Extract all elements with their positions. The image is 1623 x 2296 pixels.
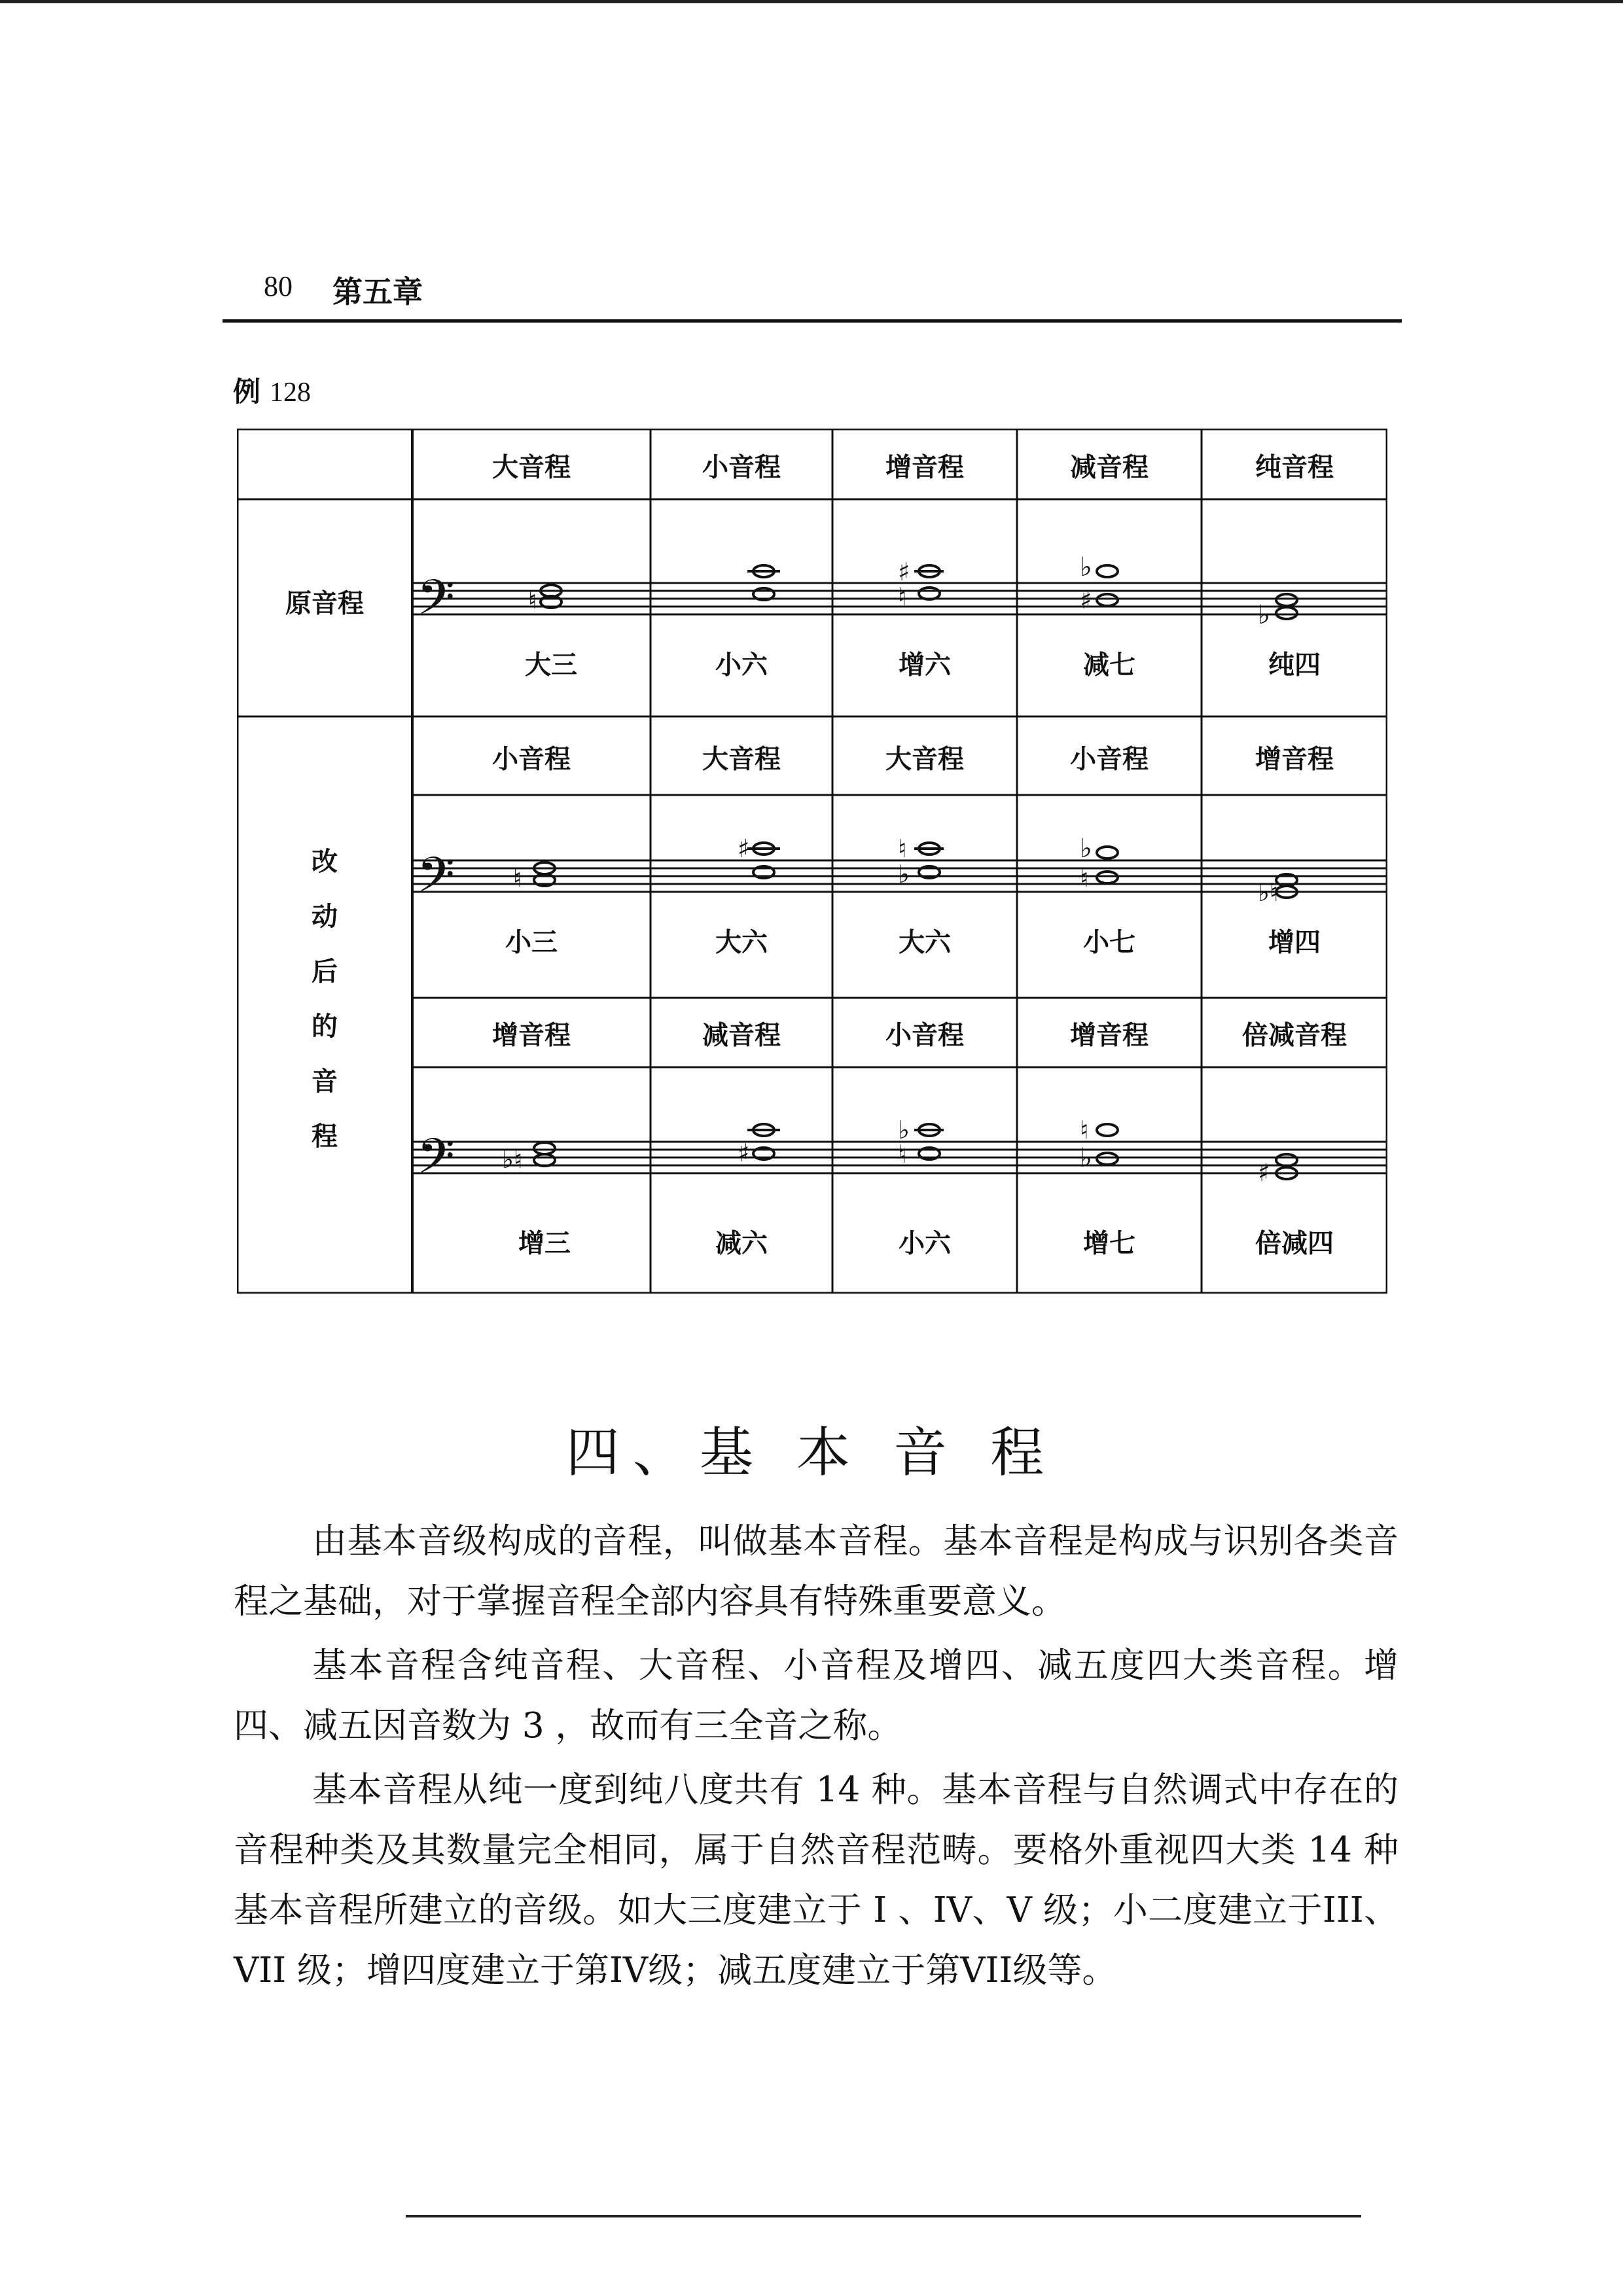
interval-name: 减七 — [1083, 649, 1135, 680]
interval-type: 大音程 — [702, 743, 781, 775]
interval-type: 减音程 — [702, 1019, 781, 1051]
interval-type: 小音程 — [885, 1019, 964, 1051]
interval-type: 小音程 — [492, 743, 571, 775]
interval-name: 大六 — [715, 927, 768, 958]
interval-type: 增音程 — [1070, 1019, 1149, 1051]
row-header-char: 程 — [312, 1121, 338, 1152]
row-header-char: 改 — [312, 846, 338, 877]
interval-type: 大音程 — [885, 743, 964, 775]
svg-text:♮: ♮ — [513, 864, 522, 892]
top-scan-edge — [0, 0, 1623, 3]
page-number: 80 — [264, 270, 293, 302]
header-rule — [223, 319, 1402, 323]
table-grid — [237, 429, 1387, 1294]
interval-name: 小六 — [899, 1227, 951, 1259]
row-header-char: 动 — [312, 901, 338, 932]
row-header-altered — [312, 834, 338, 1164]
svg-text:♮: ♮ — [898, 1140, 907, 1169]
interval-name: 纯四 — [1268, 649, 1321, 680]
interval-name: 小七 — [1083, 927, 1135, 958]
row-header-char: 音 — [312, 1066, 338, 1097]
interval-name: 大三 — [525, 649, 577, 680]
svg-text:♭♮: ♭♮ — [1258, 878, 1279, 907]
svg-text:♮: ♮ — [1080, 864, 1089, 892]
example-number: 128 — [270, 378, 312, 408]
column-header: 小音程 — [702, 451, 781, 483]
svg-text:♯: ♯ — [898, 557, 910, 586]
svg-text:♮: ♮ — [1080, 1116, 1089, 1144]
interval-name: 减六 — [715, 1227, 768, 1259]
interval-name: 增四 — [1268, 927, 1321, 958]
svg-text:♭: ♭ — [1080, 552, 1092, 582]
notes-altered-2 — [502, 1116, 1297, 1187]
row-header-original: 原音程 — [285, 588, 364, 619]
paragraph: 基本音程从纯一度到纯八度共有 14 种。基本音程与自然调式中存在的音程种类及其数量完全相同，属于自然音程范畴。要格外重视四大类 14 种基本音程所建立的音级。如大三度建立于 I 、IV、V 级；小二度建立于III、VII 级；增四度建立于第IV级；减五度建立于第VII级等。 — [234, 1770, 1399, 1990]
svg-text:♭: ♭ — [1080, 834, 1092, 864]
interval-type: 倍减音程 — [1242, 1019, 1347, 1051]
example-label — [233, 370, 311, 410]
chapter-title: 第五章 — [332, 274, 423, 309]
svg-text:♭: ♭ — [898, 860, 910, 889]
column-header: 减音程 — [1070, 451, 1149, 483]
interval-name: 小六 — [715, 649, 768, 680]
svg-text:♯: ♯ — [738, 834, 750, 863]
column-header: 增音程 — [885, 451, 964, 483]
interval-name: 增三 — [518, 1227, 571, 1259]
interval-type: 小音程 — [1070, 743, 1149, 775]
svg-text:♯: ♯ — [1258, 1158, 1270, 1187]
section-title: 四、基 本 音 程 — [565, 1422, 1058, 1484]
interval-table — [237, 429, 1387, 1294]
bottom-scan-edge — [406, 2215, 1361, 2217]
interval-name: 倍减四 — [1255, 1227, 1334, 1259]
svg-text:♭♮: ♭♮ — [502, 1145, 523, 1174]
row-header-char: 后 — [312, 956, 338, 987]
bass-clef-icon: 𝄢 — [417, 1128, 455, 1197]
interval-name: 小三 — [505, 927, 558, 958]
svg-text:♭: ♭ — [898, 1116, 910, 1144]
svg-text:♭: ♭ — [1080, 1143, 1092, 1173]
bass-clef-icon: 𝄢 — [417, 569, 455, 638]
notes-altered-1 — [513, 834, 1297, 907]
svg-text:♭: ♭ — [1258, 600, 1270, 630]
interval-name: 大六 — [899, 927, 951, 958]
interval-type: 增音程 — [1255, 743, 1334, 775]
svg-text:♮: ♮ — [898, 834, 907, 863]
svg-text:♮: ♮ — [898, 582, 907, 611]
svg-text:♮: ♮ — [528, 586, 537, 614]
row-header-char: 的 — [312, 1011, 338, 1042]
svg-text:♯: ♯ — [738, 1139, 750, 1167]
interval-name: 增六 — [899, 649, 951, 680]
column-header: 纯音程 — [1255, 451, 1334, 483]
svg-text:♯: ♯ — [1080, 586, 1092, 614]
paragraph: 由基本音级构成的音程，叫做基本音程。基本音程是构成与识别各类音程之基础，对于掌握音程全部内容具有特殊重要意义。 — [234, 1521, 1399, 1621]
interval-type: 增音程 — [492, 1019, 571, 1051]
example-label-text: 例 — [233, 376, 261, 408]
bass-clef-icon: 𝄢 — [417, 847, 455, 915]
column-header: 大音程 — [492, 451, 571, 483]
interval-name: 增七 — [1083, 1227, 1135, 1259]
paragraph: 基本音程含纯音程、大音程、小音程及增四、减五度四大类音程。增四、减五因音数为 3 ，故而有三全音之称。 — [234, 1646, 1399, 1746]
